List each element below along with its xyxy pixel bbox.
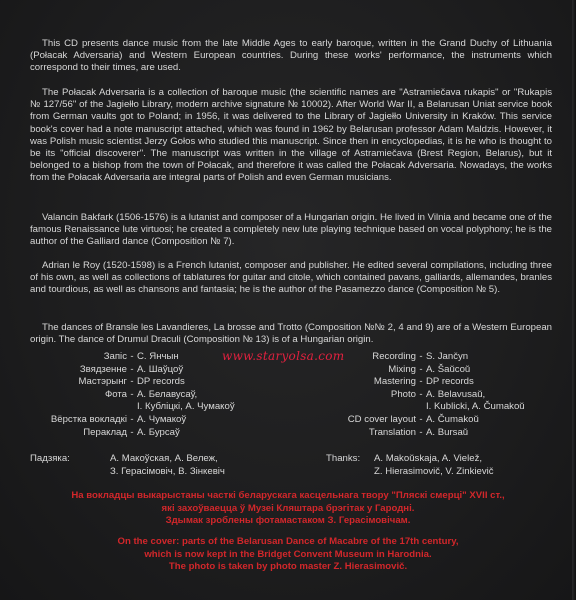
- credit-row: Mastering - DP records: [373, 376, 474, 388]
- credit-row: Recording - S. Jančyn: [372, 351, 469, 362]
- credit-row: Запіс - С. Янчын: [103, 351, 179, 362]
- le-roy-paragraph: Adrian le Roy (1520-1598) is a French lutanist, composer and publisher. He edited several compilations, including three of his own, as well as collections of tablatures for guitar and citole, which contained pavans, galliards, allemandes, branles and tourdious, as well as chansons and fantasia; he is the author of the Pasamezzo dance (Composition № 5).: [30, 260, 552, 296]
- credits-belarusian: [30, 351, 235, 439]
- thanks-label: Thanks:: [326, 453, 361, 464]
- adversaria-paragraph: The Połacak Adversaria is a collection of baroque music (the scientific names are "Astramiečava rukapis" or "Rukapis № 127/56" of the Jagiełło Library, modern archive signature № 10002). After World War II, a Belarusan Uniat service book from German vaults got to Poland; in 1956, it was delivered to the Library of Jagiełło University in Kraków. This service book's cover had a note manuscript attached, which was found in 1962 by Belarusan professor Adam Maldzis. However, it was Polish music scientist Jerzy Gołos who studied this manuscript. Since then in encyclopedias, it is he who is thought to be its "official discoverer". The manuscript was written in the village of Astramiečava (Brest Region, Belarus), but it belonged to a bishop from the town of Połacak, and therefore it was called the Połacak Adversaria. Nowadays, the works from the Połacak Adversaria are integral parts of Polish and even German musicians.: [30, 87, 552, 184]
- watermark-url: www.staryolsa.com: [222, 349, 345, 363]
- credit-row-continued: I. Kublicki, A. Čumakoŭ: [426, 401, 525, 413]
- credit-row: Звядзенне - А. Шаўцоў: [79, 363, 184, 375]
- credit-row: Mixing - A. Šaŭcoŭ: [388, 363, 471, 375]
- credit-row: CD cover layout - A. Čumakoŭ: [347, 413, 479, 425]
- credit-row: Мастэрынг - DP records: [78, 376, 185, 388]
- credit-row-continued: І. Кубліцкі, А. Чумакоў: [137, 401, 235, 413]
- dances-origin-paragraph: The dances of Bransle les Lavandieres, La brosse and Trotto (Composition №№ 2, 4 and 9) are of a Western European origin. The dance of Drumul Draculi (Composition № 13) is of a Hungarian origin.: [30, 322, 552, 346]
- page-edge: [572, 0, 576, 600]
- bakfark-paragraph: Valancin Bakfark (1506-1576) is a lutanist and composer of a Hungarian origin. He lived in Vilnia and became one of the famous Renaissance lute virtuosi; he created a completely new lute playing technique based on vocal polyphony; he is the author of the Galliard dance (Composition № 7).: [30, 212, 552, 248]
- credit-row: Photo - A. Belavusaŭ,: [390, 388, 486, 400]
- cover-note-belarusian: На вокладцы выкарыстаны часткі беларускага касцельнага твору "Пляскі смерці" XVII ст., які захоўваецца ў Музеі Кляштара брэгітак у Гародні. Здымак зроблены фотамастаком З. Герасімовічам.: [71, 490, 505, 527]
- thanks-label: Падзяка:: [30, 453, 70, 464]
- credits-english: [330, 351, 525, 439]
- credit-row: Пераклад - А. Бурсаў: [83, 426, 180, 438]
- credit-row: Translation - A. Bursaŭ: [368, 426, 469, 438]
- intro-paragraph: This CD presents dance music from the late Middle Ages to early baroque, written in the Grand Duchy of Lithuania (Połacak Adversaria) and Western European countries. During these works' performance, the instruments which correspond to their times, are used.: [30, 38, 552, 74]
- credit-row: Вёрстка вокладкі - А. Чумакоў: [50, 413, 187, 425]
- cover-note-english: On the cover: parts of the Belarusan Dance of Macabre of the 17th century, which is now kept in the Bridget Convent Museum in Harodnia. The photo is taken by photo master Z. Hierasimovič.: [117, 536, 459, 573]
- thanks-english: Thanks: A. Makoŭskaja, A. Vielež, Z. Hierasimovič, V. Zinkievič: [326, 453, 494, 477]
- credit-row: Фота - А. Белавусаў,: [104, 388, 198, 400]
- thanks-belarusian: Падзяка: А. Макоўская, А. Вележ, З. Герасімовіч, В. Зінкевіч: [30, 453, 225, 477]
